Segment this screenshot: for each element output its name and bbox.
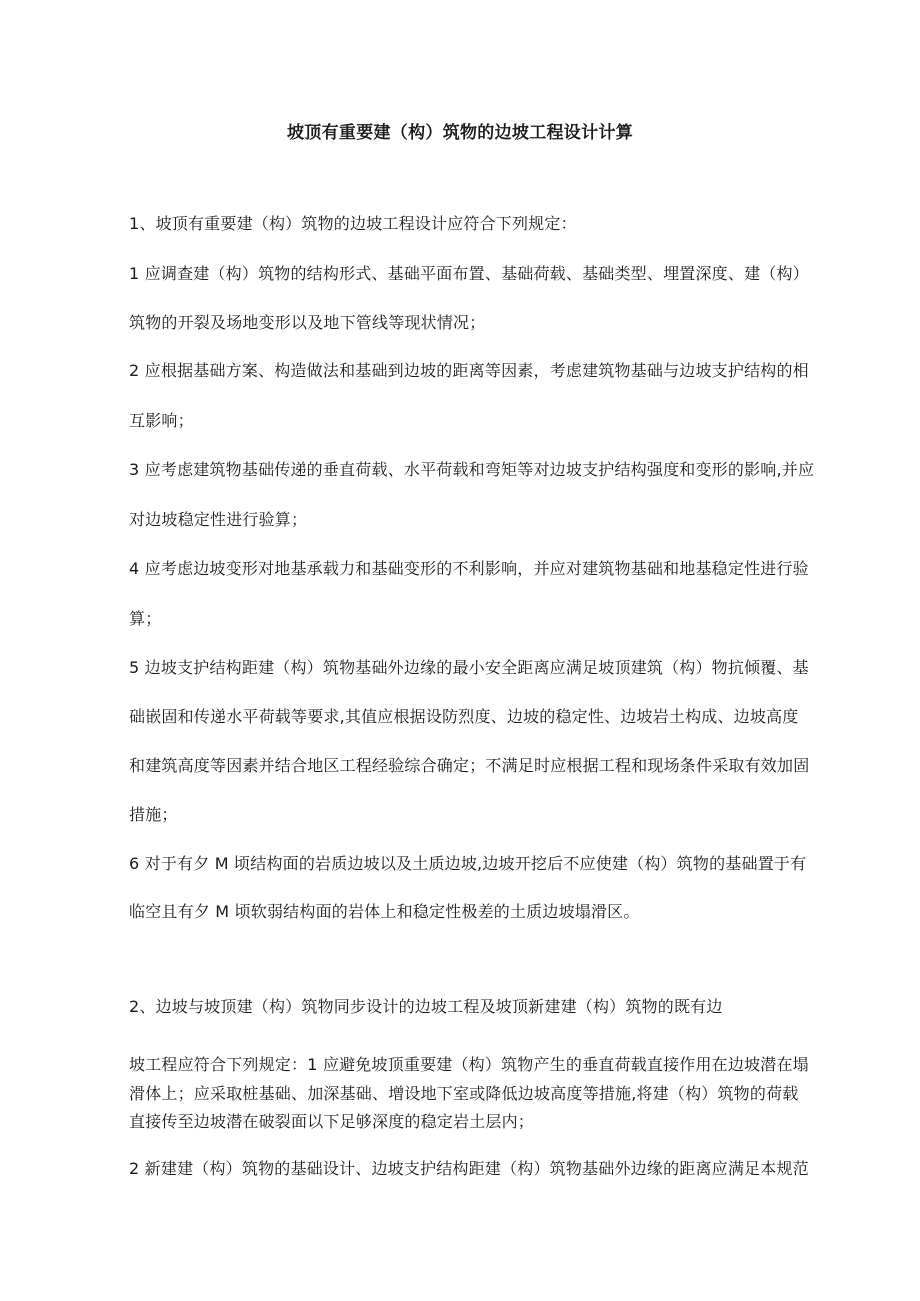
text-line: 6 对于有夕 M 顷结构面的岩质边坡以及土质边坡,边坡开挖后不应使建（构）筑物的基础置于有	[129, 854, 807, 873]
text-line: 滑体上；应采取桩基础、加深基础、增设地下室或降低边坡高度等措施,将建（构）筑物的荷载	[129, 1084, 799, 1103]
text-line: 5 边坡支护结构距建（构）筑物基础外边缘的最小安全距离应满足坡顶建筑（构）物抗倾覆、基	[129, 658, 809, 677]
text-line: 算；	[129, 609, 162, 628]
document-title: 坡顶有重要建（构）筑物的边坡工程设计计算	[287, 123, 633, 143]
text-line: 2、边坡与坡顶建（构）筑物同步设计的边坡工程及坡顶新建建（构）筑物的既有边	[129, 997, 723, 1016]
text-line: 1 应调查建（构）筑物的结构形式、基础平面布置、基础荷载、基础类型、埋置深度、建（构）	[129, 264, 809, 283]
text-line: 措施；	[129, 805, 178, 824]
text-line: 坡工程应符合下列规定：1 应避免坡顶重要建（构）筑物产生的垂直荷载直接作用在边坡潜在塌	[129, 1055, 809, 1074]
text-line: 1、坡顶有重要建（构）筑物的边坡工程设计应符合下列规定：	[129, 214, 577, 233]
text-line: 4 应考虑边坡变形对地基承载力和基础变形的不利影响，并应对建筑物基础和地基稳定性进行验	[129, 559, 809, 578]
text-line: 临空且有夕 M 顷软弱结构面的岩体上和稳定性极差的土质边坡塌滑区。	[129, 902, 640, 921]
text-line: 础嵌固和传递水平荷载等要求,其值应根据设防烈度、边坡的稳定性、边坡岩土构成、边坡高度	[129, 707, 799, 726]
text-line: 筑物的开裂及场地变形以及地下管线等现状情况；	[129, 313, 486, 332]
text-line: 和建筑高度等因素并结合地区工程经验综合确定；不满足时应根据工程和现场条件采取有效加固	[129, 756, 810, 775]
text-line: 2 应根据基础方案、构造做法和基础到边坡的距离等因素，考虑建筑物基础与边坡支护结构的相	[129, 361, 809, 380]
text-line: 互影响；	[129, 411, 194, 430]
text-line: 直接传至边坡潜在破裂面以下足够深度的稳定岩土层内；	[129, 1112, 535, 1131]
text-line: 对边坡稳定性进行验算；	[129, 510, 308, 529]
text-line: 2 新建建（构）筑物的基础设计、边坡支护结构距建（构）筑物基础外边缘的距离应满足本规范	[129, 1159, 809, 1178]
text-line: 3 应考虑建筑物基础传递的垂直荷载、水平荷载和弯矩等对边坡支护结构强度和变形的影响,并应	[129, 460, 815, 479]
